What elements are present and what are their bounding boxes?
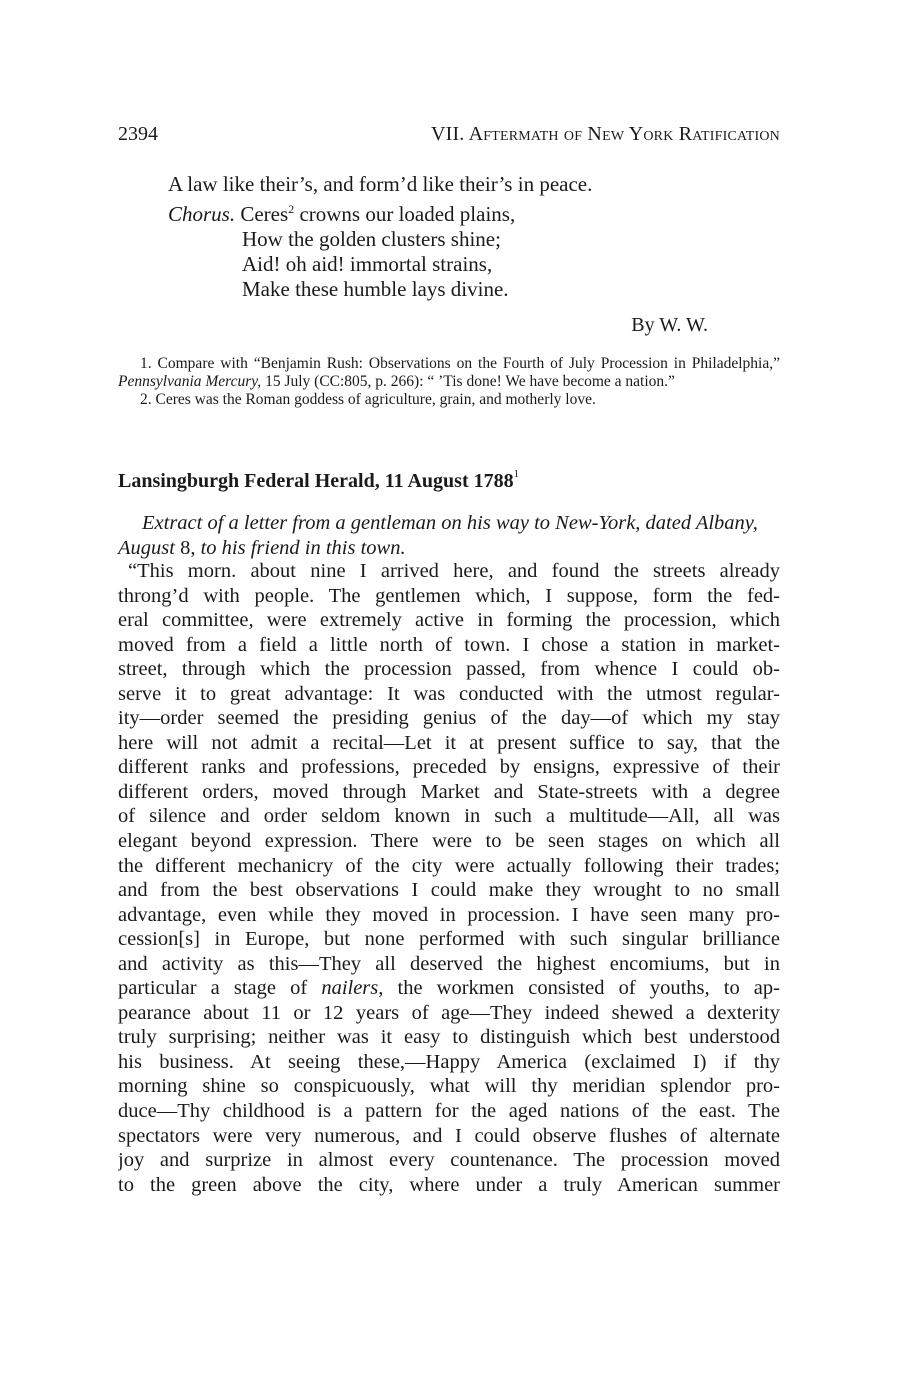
body-line: to the green above the city, where under a truly American summer [118,1173,780,1196]
body-line: throng’d with people. The gentlemen which, I suppose, form the fed- [118,584,780,607]
body-line: advantage, even while they moved in procession. I have seen many pro- [118,903,780,926]
poem-signature: By W. W. [631,314,708,336]
poem-text: Ceres [235,202,289,226]
body-line: spectators were very numerous, and I could observe flushes of alternate [118,1124,780,1147]
body-line: and from the best observations I could make they wrought to no small [118,879,780,902]
chorus-label: Chorus. [168,202,236,226]
body-line: serve it to great advantage: It was conducted with the utmost regular- [118,682,780,705]
intro-date: 8, [174,536,201,559]
article-intro [118,511,780,560]
page-number: 2394 [118,123,158,145]
intro-text: to his friend in this town. [200,536,406,559]
page-header [118,123,780,149]
body-line: moved from a field a little north of town. I chose a station in market- [118,633,780,656]
intro-line [118,536,780,561]
body-line: pearance about 11 or 12 years of age—They indeed shewed a dexterity [118,1001,780,1024]
article-body [118,559,780,1197]
body-text: the workmen consisted of youths, to ap- [383,977,780,1000]
body-line: and activity as this—They all deserved the highest encomiums, but in [118,952,780,975]
footnote-2: 2. Ceres was the Roman goddess of agriculture, grain, and motherly love. [140,391,596,408]
body-line: different orders, moved through Market and State-streets with a degree [118,780,780,803]
body-line: truly surprising; neither was it easy to distinguish which best understood [118,1026,780,1049]
running-head: VII. Aftermath of New York Ratification [430,123,780,145]
body-line: his business. At seeing these,—Happy America (exclaimed I) if thy [118,1050,780,1073]
body-line: joy and surprize in almost every countenance. The procession moved [118,1149,780,1172]
footnotes [118,355,780,409]
footnote-text: 1. Compare with “Benjamin Rush: Observations on the Fourth of July Procession in Philadelphia,” [140,355,780,372]
poem-line: Make these humble lays divine. [242,277,509,301]
body-line: eral committee, were extremely active in forming the procession, which [118,609,780,632]
footnote-ref: 2 [288,202,295,216]
body-line: different ranks and professions, preceded by ensigns, expressive of their [118,756,780,779]
footnote-text: 15 July (CC:805, p. 266): “ ’Tis done! We have become a nation.” [261,373,675,390]
body-line: here will not admit a recital—Let it at present suffice to say, that the [118,731,780,754]
body-line: street, through which the procession passed, from whence I could ob- [118,658,780,681]
footnote-1 [118,355,780,391]
poem-stanza [168,172,592,302]
article-title-text: Lansingburgh Federal Herald, 11 August 1788 [118,470,514,492]
footnote-ref: 1 [513,468,520,480]
body-line: “This morn. about nine I arrived here, and found the streets already [128,560,780,582]
body-line [118,976,780,1001]
body-italic: nailers, [321,977,384,1000]
intro-line: Extract of a letter from a gentleman on his way to New-York, dated Albany, [142,512,758,534]
poem-text: crowns our loaded plains, [294,202,516,226]
poem-line: Aid! oh aid! immortal strains, [242,252,493,276]
body-line: the different mechanicry of the city were actually following their trades; [118,854,780,877]
body-line: ity—order seemed the presiding genius of the day—of which my stay [118,707,780,730]
body-line: morning shine so conspicuously, what will thy meridian splendor pro- [118,1075,780,1098]
article-title [118,470,519,493]
body-line: duce—Thy childhood is a pattern for the aged nations of the east. The [118,1100,780,1123]
poem-line: A law like their’s, and form’d like their’s in peace. [168,172,593,196]
body-text: particular a stage of [118,977,322,1000]
intro-text: August [118,536,175,559]
poem-line [168,197,592,227]
body-line: elegant beyond expression. There were to be seen stages on which all [118,830,780,853]
body-line: of silence and order seldom known in such a multitude—All, all was [118,805,780,828]
poem-line: How the golden clusters shine; [242,227,501,251]
body-line: cession[s] in Europe, but none performed with such singular brilliance [118,928,780,951]
footnote-publication: Pennsylvania Mercury, [118,373,262,390]
